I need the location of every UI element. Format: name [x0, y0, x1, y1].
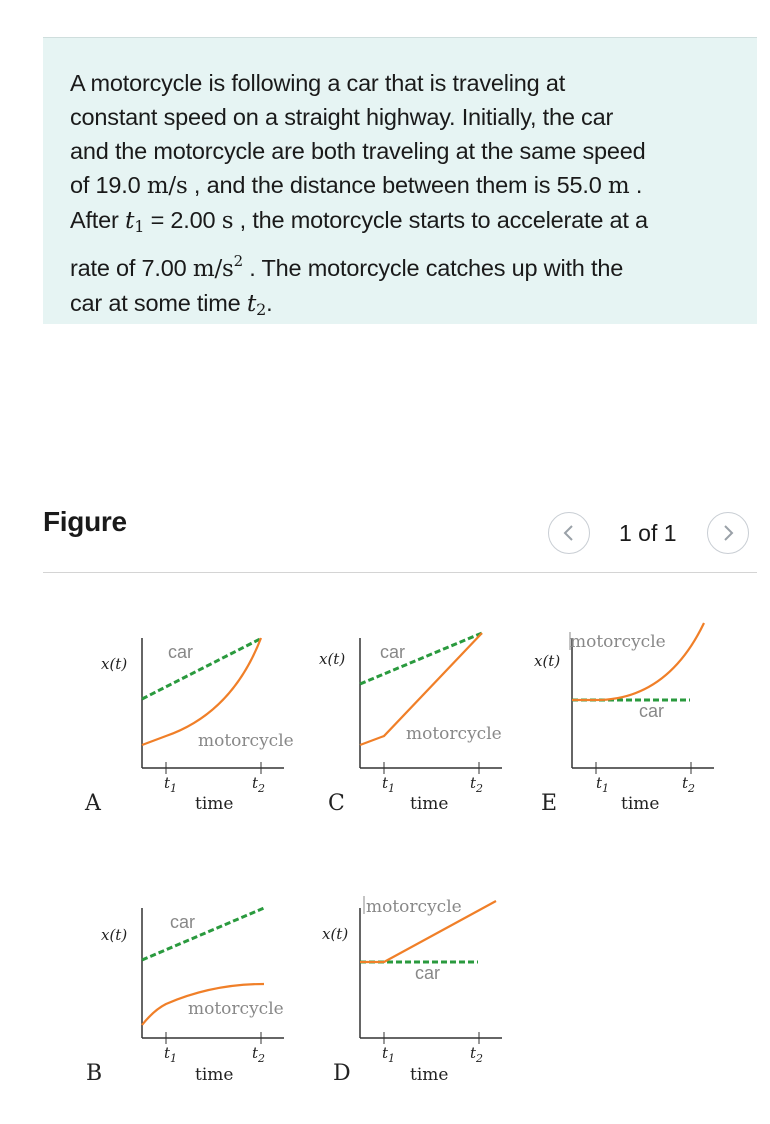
page-indicator: 1 of 1 [619, 520, 677, 546]
car-label: car [380, 642, 406, 662]
x-axis-label: time [410, 794, 449, 814]
motorcycle-label: motorcycle [188, 999, 284, 1019]
panel-letter-b: B [86, 1061, 103, 1086]
y-axis-label: x(t) [101, 926, 128, 944]
motorcycle-label: motorcycle [198, 731, 294, 751]
previous-figure-button[interactable] [548, 512, 590, 554]
speed-unit: m/s [146, 173, 188, 199]
t2-tick-label: $t_2$ [470, 774, 484, 795]
car-label: car [170, 912, 196, 932]
time-unit: s [221, 208, 234, 234]
t1-tick-label: $t_1$ [164, 774, 178, 795]
graph-panel-e [534, 623, 714, 816]
t1-symbol: $t_1$ [124, 206, 145, 236]
accel-unit: $m/s^2$ [192, 252, 243, 282]
distance-unit: m [607, 173, 630, 199]
x-axis-label: time [410, 1065, 449, 1085]
t2-tick-label: $t_2$ [252, 1044, 266, 1065]
figure-title: Figure [43, 506, 127, 537]
y-axis-label: x(t) [534, 652, 561, 670]
graph-panel-c [319, 633, 502, 816]
panel-letter-c: C [328, 791, 345, 816]
car-line [360, 633, 482, 684]
t1-tick-label: $t_1$ [596, 774, 610, 795]
motorcycle-label: motorcycle [366, 897, 462, 917]
graph-panel-a [84, 638, 294, 816]
y-axis-label: x(t) [322, 925, 349, 943]
chevron-left-icon [562, 524, 576, 542]
y-axis-label: x(t) [319, 650, 346, 668]
problem-statement [43, 37, 757, 324]
t2-symbol: $t_2$ [246, 289, 267, 319]
panel-letter-d: D [333, 1061, 351, 1086]
x-axis-label: time [195, 794, 234, 814]
car-label: car [639, 701, 665, 721]
motorcycle-label: motorcycle [406, 724, 502, 744]
problem-text: A motorcycle is following a car that is traveling at constant speed on a straight highway. Initially, the car and the motorcycle are both traveling at the same speed of 19.0 m/s , and the distance between them is 55.0 m . After $t_1 = 2.00$ s , the motorcycle starts to accelerate at a rate of 7.00 $m/s^2$ . The motorcycle catches up with the car at some time $t_2$. [70, 70, 648, 319]
next-figure-button[interactable] [707, 512, 749, 554]
t1-tick-label: $t_1$ [164, 1044, 178, 1065]
car-label: car [415, 963, 441, 983]
t2-tick-label: $t_2$ [252, 774, 266, 795]
chevron-right-icon [721, 524, 735, 542]
motorcycle-label: motorcycle [570, 632, 666, 652]
graph-panel-b [86, 908, 284, 1086]
figure-header [43, 503, 757, 573]
y-axis-label: x(t) [101, 655, 128, 673]
graph-panel-d [322, 896, 502, 1086]
panel-letter-a: A [85, 791, 101, 816]
t1-tick-label: $t_1$ [382, 774, 396, 795]
car-label: car [168, 642, 194, 662]
figure-graphs [0, 590, 770, 1110]
x-axis-label: time [195, 1065, 234, 1085]
t1-tick-label: $t_1$ [382, 1044, 396, 1065]
x-axis-label: time [621, 794, 660, 814]
panel-letter-e: E [541, 791, 558, 816]
car-line [142, 908, 264, 960]
t2-tick-label: $t_2$ [470, 1044, 484, 1065]
car-line [142, 638, 262, 699]
t2-tick-label: $t_2$ [682, 774, 696, 795]
